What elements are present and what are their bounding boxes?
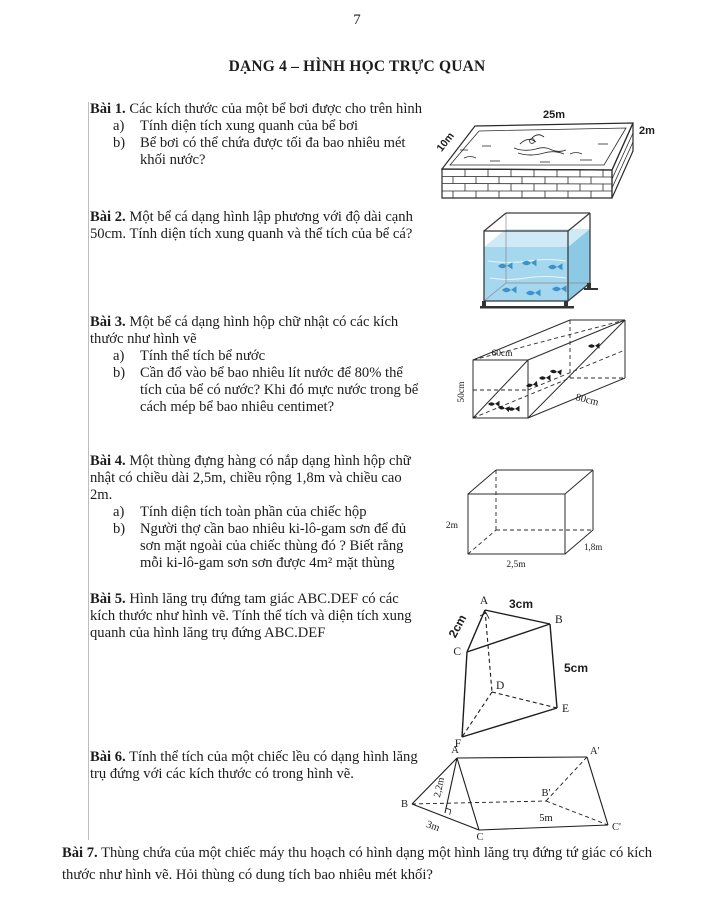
vertex-c-prime: C'	[612, 822, 621, 833]
right-angle-mark	[446, 808, 451, 815]
box-height-label: 2m	[445, 521, 459, 531]
exercise-6-statement	[90, 749, 422, 783]
vertex-a-prime: A'	[590, 746, 600, 757]
exercise-7-label: Bài 7.	[62, 845, 98, 861]
vertex-b: B	[555, 614, 563, 626]
pool-drawing	[420, 106, 684, 208]
item-text: Tính thể tích bể nước	[140, 348, 266, 364]
pool-depth-label: 2m	[639, 125, 655, 137]
tent-drawing	[396, 743, 688, 842]
brick-pattern	[442, 133, 633, 198]
exercise-3-statement	[90, 314, 422, 348]
tank-width-label: 60cm	[491, 349, 513, 359]
exercise-2-text: Một bể cá dạng hình lập phương với độ dài cạnh 50cm. Tính diện tích xung quanh và thể tích của bể cá?	[90, 209, 413, 242]
item-marker: a)	[113, 118, 125, 134]
item-text: Người thợ cần bao nhiêu ki-lô-gam sơn để đủ sơn mặt ngoài của chiếc thùng đó ? Biết rằng mỗi ki-lô-gam sơn sơn được 4m² mặt thùng	[140, 521, 407, 571]
exercise-2	[90, 209, 422, 243]
exercise-1-statement	[90, 101, 422, 118]
exercise-6-text: Tính thể tích của một chiếc lều có dạng hình lăng trụ đứng với các kích thước có trong hình vẽ.	[90, 749, 418, 782]
exercise-4-statement	[90, 453, 422, 504]
prism-figure	[428, 590, 618, 758]
box-tank-drawing	[438, 312, 646, 440]
exercise-1-label: Bài 1.	[90, 101, 126, 117]
exercise-7-text: Thùng chứa của một chiếc máy thu hoạch có hình dạng một hình lăng trụ đứng tứ giác có kích thước như hình vẽ. Hỏi thùng có dung tích bao nhiêu mét khối?	[62, 845, 653, 883]
exercise-7-statement	[62, 843, 686, 886]
section-title: DẠNG 4 – HÌNH HỌC TRỰC QUAN	[228, 58, 486, 75]
item-text: Tính diện tích toàn phần của chiếc hộp	[140, 504, 367, 520]
pool-figure	[420, 106, 684, 208]
box-tank-figure	[438, 312, 646, 440]
item-marker: a)	[113, 504, 125, 520]
item-text: Bể bơi có thể chứa được tối đa bao nhiêu mét khối nước?	[140, 135, 406, 168]
cargo-box-drawing	[438, 455, 644, 573]
tent-height-label: 2,2m	[432, 776, 448, 799]
water-ripples	[460, 144, 608, 162]
tent-figure	[396, 743, 688, 842]
item-marker: b)	[113, 135, 126, 151]
vertex-c: C	[453, 646, 461, 658]
exercise-5-text: Hình lăng trụ đứng tam giác ABC.DEF có các kích thước như hình vẽ. Tính thể tích và diện tích xung quanh của hình lăng trụ đứng ABC.DEF	[90, 591, 412, 641]
exercise-1-item-b	[90, 135, 422, 169]
exercise-6	[90, 749, 422, 783]
prism-drawing	[428, 590, 618, 758]
box-depth-label: 1,8m	[584, 542, 603, 552]
cargo-box-figure	[438, 455, 644, 573]
cube-tank-drawing	[456, 203, 608, 317]
exercise-3-label: Bài 3.	[90, 314, 126, 330]
item-marker: a)	[113, 348, 125, 364]
box-length-label: 2,5m	[506, 560, 526, 570]
exercise-2-label: Bài 2.	[90, 209, 126, 225]
swimmer-icon	[514, 135, 566, 155]
vertex-b: B	[400, 799, 408, 810]
left-border-line	[88, 102, 89, 840]
exercise-3-item-a	[90, 348, 422, 365]
exercise-7	[62, 843, 686, 886]
tent-base-label: 3m	[424, 819, 442, 835]
exercise-5-statement	[90, 591, 422, 642]
exercise-1-item-a	[90, 118, 422, 135]
exercise-1-text: Các kích thước của một bể bơi được cho trên hình	[129, 101, 423, 117]
exercise-3-item-b	[90, 365, 422, 416]
prism-be-label: 5cm	[564, 661, 589, 675]
vertex-e: E	[562, 703, 570, 715]
exercise-4-text: Một thùng đựng hàng có nắp dạng hình hộp chữ nhật có chiều dài 2,5m, chiều rộng 1,8m và chiều cao 2m.	[90, 453, 411, 503]
exercise-5-label: Bài 5.	[90, 591, 126, 607]
exercise-4-item-a	[90, 504, 422, 521]
cube-tank-figure	[456, 203, 608, 317]
exercise-6-label: Bài 6.	[90, 749, 126, 765]
exercise-4-label: Bài 4.	[90, 453, 126, 469]
exercise-1	[90, 101, 422, 169]
pool-length-label: 25m	[542, 109, 566, 121]
tank-length-label: 80cm	[574, 392, 600, 409]
exercise-3	[90, 314, 422, 416]
prism-ca-label: 2cm	[445, 612, 470, 641]
exercise-5	[90, 591, 422, 642]
pool-width-label: 10m	[434, 130, 457, 155]
vertex-f: F	[454, 738, 462, 750]
page-number: 7	[353, 12, 361, 28]
item-marker: b)	[113, 521, 126, 537]
exercise-4-item-b	[90, 521, 422, 572]
tent-length-label: 5m	[539, 813, 553, 824]
vertex-d: D	[496, 680, 505, 692]
vertex-a: A	[479, 595, 489, 607]
exercise-2-statement	[90, 209, 422, 243]
prism-ab-label: 3cm	[508, 597, 534, 611]
vertex-b-prime: B'	[541, 788, 551, 799]
exercise-3-text: Một bể cá dạng hình hộp chữ nhật có các kích thước như hình vẽ	[90, 314, 399, 347]
item-marker: b)	[113, 365, 126, 381]
item-text: Tính diện tích xung quanh của bể bơi	[140, 118, 359, 134]
tank-height-label: 50cm	[457, 381, 467, 403]
vertex-a: A	[451, 745, 459, 756]
vertex-c: C	[476, 832, 484, 842]
hidden-edges	[468, 470, 593, 554]
item-text: Cần đổ vào bể bao nhiêu lít nước để 80% thể tích của bể có nước? Khi đó mực nước trong bể cách mép bể bao nhiêu centimet?	[140, 365, 419, 415]
exercise-4	[90, 453, 422, 572]
